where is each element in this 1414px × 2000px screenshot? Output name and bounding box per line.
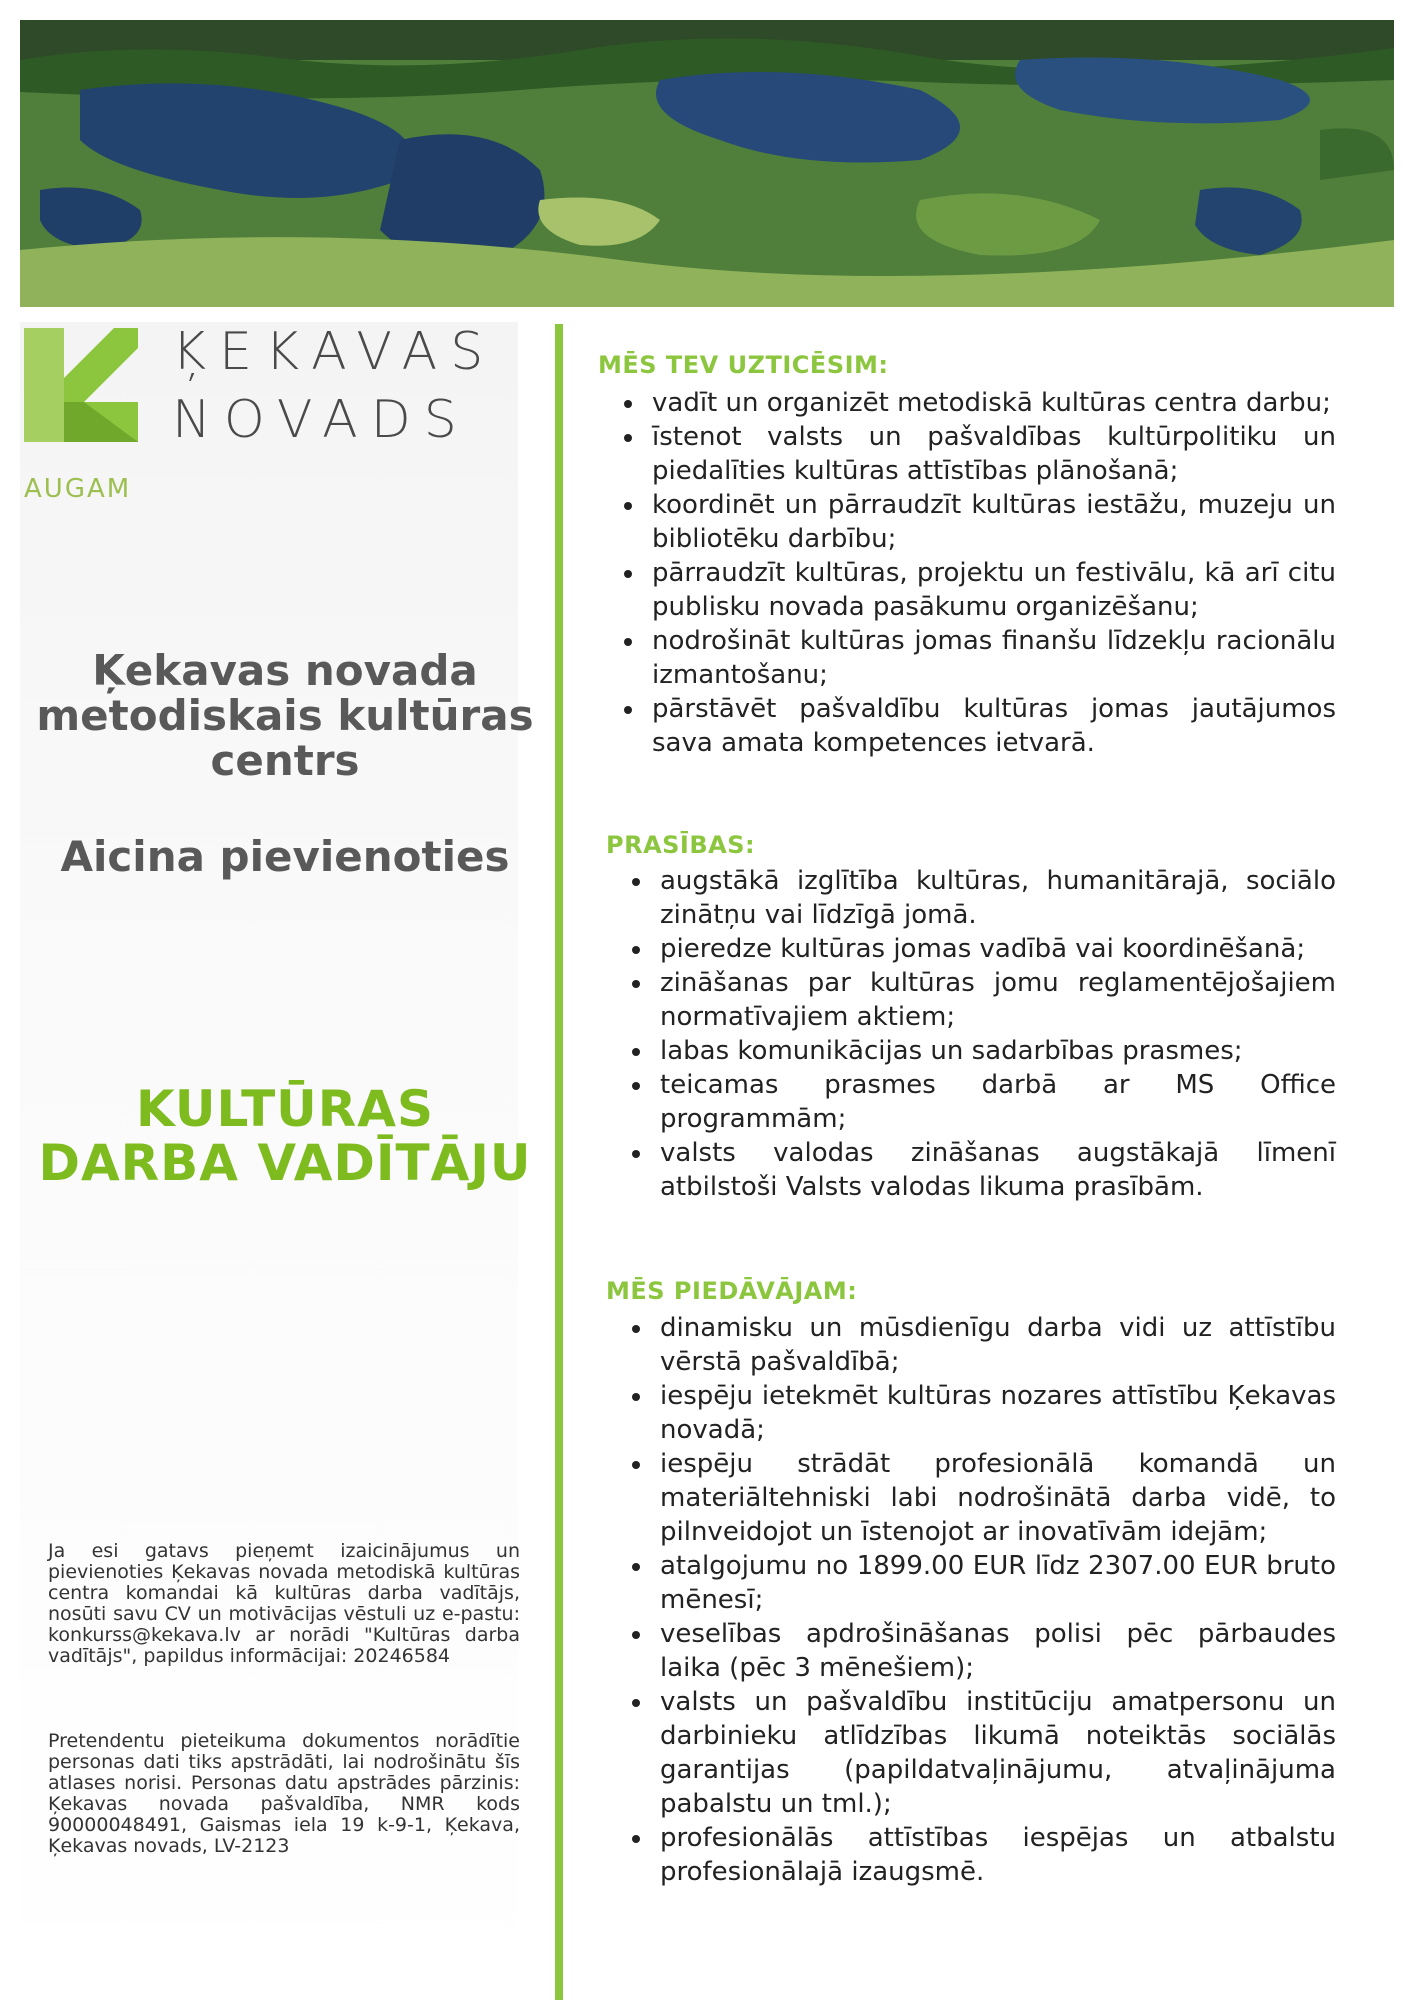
logo-slogan: AUGAM <box>24 474 132 504</box>
offer-heading: MĒS PIEDĀVĀJAM: <box>606 1277 858 1305</box>
list-item: pieredze kultūras jomas vadībā vai koordinēšanā; <box>620 932 1336 966</box>
requirements-list <box>620 864 1336 1204</box>
list-item: atalgojumu no 1899.00 EUR līdz 2307.00 EUR bruto mēnesī; <box>620 1549 1336 1617</box>
list-item: labas komunikācijas un sadarbības prasmes; <box>620 1034 1336 1068</box>
invite-heading: Aicina pievienoties <box>60 832 510 881</box>
list-item: pārstāvēt pašvaldību kultūras jomas jautājumos sava amata kompetences ietvarā. <box>612 692 1336 760</box>
list-item: profesionālās attīstības iespējas un atbalstu profesionālajā izaugsmē. <box>620 1821 1336 1889</box>
privacy-notice: Pretendentu pieteikuma dokumentos norādītie personas dati tiks apstrādāti, lai nodrošinātu šīs atlases norisi. Personas datu apstrādes pārzinis: Ķekavas novada pašvaldība, NMR kods 90000048491, Gaismas iela 19 k-9-1, Ķekava, Ķekavas novads, LV-2123 <box>48 1730 520 1857</box>
list-item: nodrošināt kultūras jomas finanšu līdzekļu racionālu izmantošanu; <box>612 624 1336 692</box>
list-item: zināšanas par kultūras jomu reglamentējošajiem normatīvajiem aktiem; <box>620 966 1336 1034</box>
organization-title: Ķekavas novada metodiskais kultūras centrs <box>36 646 534 785</box>
requirements-heading: PRASĪBAS: <box>606 831 756 859</box>
duties-heading: MĒS TEV UZTICĒSIM: <box>598 351 889 379</box>
hero-landscape-image <box>20 20 1394 307</box>
list-item: dinamisku un mūsdienīgu darba vidi uz attīstību vērstā pašvaldībā; <box>620 1311 1336 1379</box>
column-divider <box>555 324 563 2000</box>
duties-list <box>612 386 1336 760</box>
list-item: veselības apdrošināšanas polisi pēc pārbaudes laika (pēc 3 mēnešiem); <box>620 1617 1336 1685</box>
position-title: KULTŪRAS DARBA VADĪTĀJU <box>38 1080 532 1192</box>
list-item: teicamas prasmes darbā ar MS Office programmām; <box>620 1068 1336 1136</box>
list-item: vadīt un organizēt metodiskā kultūras centra darbu; <box>612 386 1336 420</box>
list-item: valsts un pašvaldību institūciju amatpersonu un darbinieku atlīdzības likumā noteiktās sociālās garantijas (papildatvaļinājumu, atvaļinājuma pabalstu un tml.); <box>620 1685 1336 1821</box>
list-item: augstākā izglītība kultūras, humanitārajā, sociālo zinātņu vai līdzīgā jomā. <box>620 864 1336 932</box>
list-item: iespēju strādāt profesionālā komandā un materiāltehniski labi nodrošinātā darba vidē, to pilnveidojot un īstenojot ar inovatīvām idejām; <box>620 1447 1336 1549</box>
logo-name-line1: ĶEKAVAS <box>172 322 497 382</box>
list-item: pārraudzīt kultūras, projektu un festivālu, kā arī citu publisku novada pasākumu organizēšanu; <box>612 556 1336 624</box>
logo-k-mark <box>24 328 144 448</box>
landscape-illustration <box>20 20 1394 307</box>
logo-name-line2: NOVADS <box>172 390 470 450</box>
offer-list <box>620 1311 1336 1889</box>
list-item: īstenot valsts un pašvaldības kultūrpolitiku un piedalīties kultūras attīstības plānošanā; <box>612 420 1336 488</box>
list-item: valsts valodas zināšanas augstākajā līmenī atbilstoši Valsts valodas likuma prasībām. <box>620 1136 1336 1204</box>
list-item: koordinēt un pārraudzīt kultūras iestāžu, muzeju un bibliotēku darbību; <box>612 488 1336 556</box>
list-item: iespēju ietekmēt kultūras nozares attīstību Ķekavas novadā; <box>620 1379 1336 1447</box>
application-instructions: Ja esi gatavs pieņemt izaicinājumus un pievienoties Ķekavas novada metodiskā kultūras centra komandai kā kultūras darba vadītājs, nosūti savu CV un motivācijas vēstuli uz e-pastu: konkurss@kekava.lv ar norādi "Kultūras darba vadītājs", papildus informācijai: 20246584 <box>48 1540 520 1667</box>
